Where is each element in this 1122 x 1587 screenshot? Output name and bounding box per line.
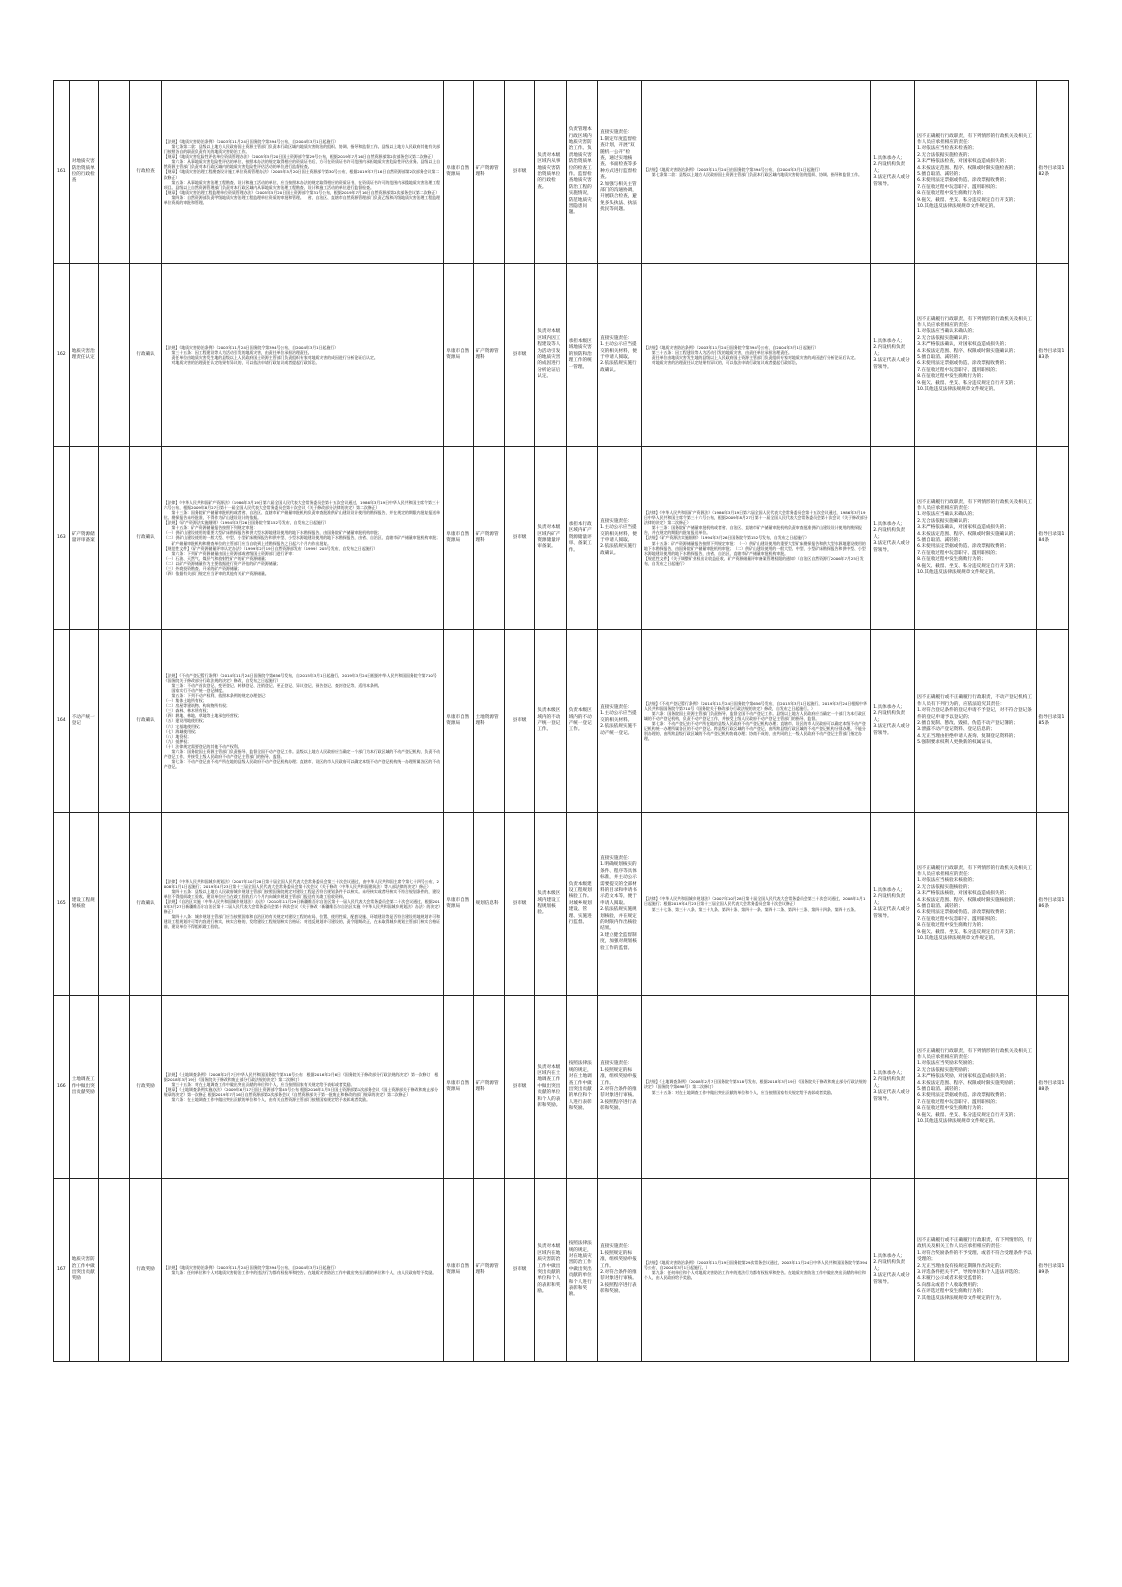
item-sub-name [98,447,129,630]
table-row [54,447,1069,630]
duty-content: 负责管理本行政区域内地质灾害防治工作。负责地质灾害防治资质单位的检查工作。监督检查地质灾害防治工程的实施情况，防范地质灾害隐患问题。 [566,81,597,264]
duty-basis: 【法律】《中华人民共和国矿产资源法》（1986年3月19日第六届全国人民代表大会常务委员会第十五次会议通过，1986年3月19日中华人民共和国主席令第三十六号公布，根据2009年8月27日第十一届全国人民代表大会常务委员会第十次会议《关于修改部分法律的决定》第二次修正） 第十三条：国务院矿产储量审批机构或者省、自治区、直辖市矿产储量审批机构负责审查批准供矿山建设设计使用的勘探报告，并在规定的期限内批复报送单位。 【法规】《矿产资源法实施细则》（1994年3月26日国务院令第152号发布，自发布之日起施行） 第十五条：矿产资源储量报告按照下列规定审批：（一）供矿山建设使用的重要大型矿床勘探报告和供大型水源地建设使用的地下水勘探报告，由国务院矿产储量审批机构审批；（二）供矿山建设使用的一般大型、中型、小型矿床勘探报告和供中型、小型水源地建设使用的地下水勘探报告，由省、自治区、直辖市矿产储量审批机构审批。 【规范性文件】《关于调整矿业权出让收益征收、矿产资源储量评审备案管理权限的通知》（自治区自然资源厅2006年7月25日发布，自发布之日起施行） [642,447,871,630]
duty-content: 按照法律法规的规定，对在地质灾害防治工作中做出突出贡献的单位和个人进行表彰和奖励。 [566,1179,597,1362]
table-row [54,996,1069,1179]
row-number: 166 [54,996,70,1179]
duty-basis: 【法律】《中华人民共和国城乡规划法》（2007年10月28日第十届全国人民代表大会常务委员会第三十次会议通过，2008年1月1日起施行；根据2019年4月23日第十三届全国人民代表大会常务委员会第十次会议修正） 第三十七条、第三十八条、第三十九条、第四十条、第四十一条、第四十二条、第四十三条、第四十四条、第四十五条。 [642,813,871,996]
admin-level: 县市级 [504,1179,534,1362]
table-row [54,264,1069,447]
accountability: 因不正确履行行政职责，有下列情形的行政机关及相关工作人员应承担相应的责任： 1.对依法应当检查未检查的； 2.无合法依据实施检查的； 3.未严格依法检查，对国家权益造成损失的； 4.未按法定范围、程序、权限或时限实施检查的； 5.擅自取消、减轻的； 6.未使用法定票据或伪造、涂改票据收费的； 7.在征收过程中玩忽职守、滥用职权的； 8.在征收过程中发生腐败行为的； 9.拖欠、截留、坐支、私分违反规定自行开支的； 10.其他违反法律法规规章文件规定的。 [915,81,1036,264]
duty-measures: 直接实施责任： 1.按照规定的标准，组织奖励申报工作。 2.对符合条件的推荐对象进行审核。 3.按照程序进行表彰和奖励。 [598,996,642,1179]
responsible-subject: 1.具体承办人； 2.内设机构负责人； 3.法定代表人或分管领导。 [871,1179,915,1362]
item-name: 矿产资源储量评审备案 [69,447,98,630]
item-type: 行政奖励 [130,1179,161,1362]
accountability: 因不正确履行行政职责，有下列情形的行政机关及相关工作人员应承担相应的责任： 1.对依法应当确认未确认的； 2.无合法依据实施确认的； 3.未严格依法确认，对国家权益造成损失的； 4.未按法定范围、程序、权限或时限实施确认的； 5.擅自取消、减轻的； 6.未使用法定票据或伪造、涂改票据收费的； 7.在征收过程中玩忽职守、滥用职权的； 8.在征收过程中发生腐败行为的； 9.拖欠、截留、坐支、私分违反规定自行开支的； 10.其他违反法律法规规章文件规定的。 [915,264,1036,447]
duty-measures: 直接实施责任： 1.制定年度监督检查计划，开展“双随机一公开”检查，通过实地核查、书面检查等多种方式进行监督检查。 2.加强与相关主管部门的沟通协调，开展联合检查，避免多头执法、执法扰民等问题。 [598,81,642,264]
item-sub-name [98,630,129,813]
table-row [54,630,1069,813]
item-name: 建设工程规划核验 [69,813,98,996]
accountability: 因不正确履行行政职责，有下列情形的行政机关及相关工作人员应承担相应的责任： 1.对依法应当核验未核验的； 2.无合法依据实施核验的； 3.未严格依法核验，对国家权益造成损失的； 4.未按法定范围、程序、权限或时限实施核验的； 5.擅自取消、减轻的； 6.未使用法定票据或伪造、涂改票据收费的； 7.在征收过程中玩忽职守、滥用职权的； 8.在征收过程中发生腐败行为的； 9.拖欠、截留、坐支、私分违反规定自行开支的； 10.其他违反法律法规规章文件规定的。 [915,813,1036,996]
item-name: 地质灾害治理责任认定 [69,264,98,447]
remark: 指导目录第189条 [1036,1179,1069,1362]
duty-list-table [53,80,1069,1362]
table-row [54,1179,1069,1362]
implementing-dept: 规划信息科 [473,813,504,996]
admin-level: 县市级 [504,630,534,813]
row-number: 162 [54,264,70,447]
responsible-subject: 1.具体承办人； 2.内设机构负责人； 3.法定代表人或分管领导。 [871,447,915,630]
admin-level: 县市级 [504,447,534,630]
table-body [54,81,1069,1362]
duty-scope: 负责对本级区域内在土地调查工作中做出突出贡献的单位和个人的表彰和奖励。 [535,996,566,1179]
accountability: 因不正确履行行政职责，有下列情形的行政机关及相关工作人员应承担相应的责任： 1.对依法应当奖励未奖励的； 2.无合法依据实施奖励的； 3.未严格依法奖励，对国家权益造成损失的； 4.未按法定范围、程序、权限或时限实施奖励的； 5.擅自取消、减轻的； 6.未使用法定票据或伪造、涂改票据收费的； 7.在征收过程中玩忽职守、滥用职权的； 8.在征收过程中发生腐败行为的； 9.拖欠、截留、坐支、私分违反规定自行开支的； 10.其他违反法律法规规章文件规定的。 [915,996,1036,1179]
item-type: 行政检查 [130,81,161,264]
duty-content: 按照法律法规的规定，对在土地调查工作中做出突出贡献的单位和个人进行表彰和奖励。 [566,996,597,1179]
legal-basis: 【法规】《不动产登记暂行条例》（2014年11月24日国务院令第656号发布，自2015年3月1日起施行，2019年3月24日根据中华人民共和国国务院令第710号《国务院关于修改部分行政法规的决定》修改，自发布之日起施行） 第三条：不动产首次登记、变更登记、转移登记、注销登记、更正登记、异议登记、预告登记、查封登记等，适用本条例。 国家实行不动产统一登记制度。 第五条：下列不动产权利，依照本条例的规定办理登记： （一）集体土地所有权； （二）房屋等建筑物、构筑物所有权； （三）森林、林木所有权； （四）耕地、林地、草地等土地承包经营权； （五）建设用地使用权； （六）宅基地使用权； （七）海域使用权； （八）地役权； （九）抵押权； （十）法律规定需要登记的其他不动产权利。 第六条：国务院国土资源主管部门负责指导、监督全国不动产登记工作。县级以上地方人民政府应当确定一个部门为本行政区域的不动产登记机构，负责不动产登记工作，并接受上级人民政府不动产登记主管部门的指导、监督。 第七条：不动产登记由不动产所在地的县级人民政府不动产登记机构办理；直辖市、设区的市人民政府可以确定本级不动产登记机构统一办理所属各区的不动产登记。 [161,630,444,813]
responsible-subject: 1.具体承办人； 2.内设机构负责人； 3.法定代表人或分管领导。 [871,264,915,447]
item-sub-name [98,1179,129,1362]
responsible-subject: 1.具体承办人； 2.内设机构负责人； 3.法定代表人或分管领导。 [871,996,915,1179]
item-sub-name [98,264,129,447]
duty-content: 承担本级区域地质灾害的预防和治理工作的统一管理。 [566,264,597,447]
duty-content: 承担本行政区域内矿产资源储量评审、备案工作。 [566,447,597,630]
duty-basis: 【法规】《地质灾害防治条例》（2003年11月19日国务院第29次常务会议通过，2003年11月24日中华人民共和国国务院令第394号公布，自2004年3月1日起施行。） 第九条：任何单位和个人对地质灾害防治工作中的违法行为都有权检举和控告。在地质灾害防治工作中做出突出贡献的单位和个人，由人民政府给予奖励。 [642,1179,871,1362]
implementing-dept: 矿产资源管理科 [473,996,504,1179]
legal-basis: 【法规】《土地调查条例》（2008年2月7日中华人民共和国国务院令第518号公布 根据2016年2月6日《国务院关于修改部分行政法规的决定》第一次修订 根据2018年3月19日《国务院关于修改和废止部分行政法规的决定》第二次修订） 第三十五条：对在土地调查工作中做出突出贡献的单位和个人，应当按照国家有关规定给予表彰或者奖励。 【规章】《土地调查条例实施办法》（2009年6月17日国土资源部令第45号公布 根据2016年1月5日国土资源部第1次部务会议《国土资源部关于修改和废止部分规章的决定》第一次修正 根据2019年7月16日自然资源部第2次部务会议《自然资源部关于第一批废止和修改的部门规章的决定》第二次修正） 第六条：在土地调查工作中做出突出贡献的单位和个人，由有关自然资源主管部门按照国家规定给予表彰或者奖励。 [161,996,444,1179]
implementing-dept: 矿产资源管理科 [473,264,504,447]
implementing-dept: 矿产资源管理科 [473,447,504,630]
legal-basis: 【法规】《地质灾害防治条例》（2003年11月24日国务院令第394号公布，自2004年3月1日起施行） 第九条：任何单位和个人对地质灾害防治工作中的违法行为都有权检举和控告。在地质灾害防治工作中做出突出贡献的单位和个人，由人民政府给予奖励。 [161,1179,444,1362]
duty-scope: 负责本级区域内的不动产统一登记工作。 [535,630,566,813]
item-type: 行政确认 [130,447,161,630]
admin-level: 县市级 [504,81,534,264]
duty-measures: 直接实施责任： 1.主动公示应当提交的相关材料。 2.依法依规实施不动产统一登记。 [598,630,642,813]
item-type: 行政奖励 [130,996,161,1179]
table-row [54,813,1069,996]
implementing-org: 阜康市自然资源局 [444,81,473,264]
duty-scope: 负责对本级区域内在地质灾害防治工作中做出突出贡献的单位和个人的表彰和奖励。 [535,1179,566,1362]
duty-basis: 【法规】《不动产登记暂行条例》（2014年11月24日国务院令第656号发布，自2015年3月1日起施行，2019年3月24日根据中华人民共和国国务院令第710号《国务院关于修改部分行政法规的决定》修改，自发布之日起施行。） 第六条：国务院国土资源主管部门负责指导、监督全国不动产登记工作。县级以上地方人民政府应当确定一个部门为本行政区域的不动产登记机构，负责不动产登记工作，并接受上级人民政府不动产登记主管部门的指导、监督。 第七条：不动产登记由不动产所在地的县级人民政府不动产登记机构办理；直辖市、设区的市人民政府可以确定本级不动产登记机构统一办理所属各区的不动产登记。跨县级行政区域的不动产登记，由所跨县级行政区域的不动产登记机构分别办理。不能分别办理的，由所跨县级行政区域的不动产登记机构协商办理；协商不成的，由共同的上一级人民政府不动产登记主管部门指定办理。 [642,630,871,813]
duty-measures: 直接实施责任： 1.按照规定的标准，组织奖励申报工作。 2.对符合条件的推荐对象进行审核。 3.按照程序进行表彰和奖励。 [598,1179,642,1362]
remark: 指导目录第186条 [1036,813,1069,996]
duty-scope: 负责对本级区域内矿产资源储量评审备案。 [535,447,566,630]
duty-scope: 负责本级区域内建设工程规划核验。 [535,813,566,996]
duty-content: 负责本级建设工程规划核验工作。对城乡规划建设、管理、实施进行监督。 [566,813,597,996]
implementing-dept: 矿产资源管理科 [473,81,504,264]
duty-measures: 直接实施责任： 1.明确规划核实的条件、程序等具体标准，并主动公示需要提交的全部材料的目录和申请书示范文本等，便于申请人阅取。 2.依法依规实施规划核验，并在规定的时限内作出核验结果。 3.建立健全监督制度，加强对规划核验工作的监督。 [598,813,642,996]
duty-basis: 【法规】《地质灾害防治条例》（2003年11月24日国务院令第394号公布，自2004年3月1日起施行） 第三十五条：因工程建设等人为活动引发的地质灾害，由责任单位承担治理责任。 责任单位由地质灾害发生地的县级以上人民政府国土资源主管部门负责组织专家对地质灾害的成因进行分析论证后认定。 对地质灾害的治理责任认定结果有异议的，可以依法申请行政复议或者提起行政诉讼。 [642,264,871,447]
admin-level: 县市级 [504,264,534,447]
item-type: 行政确认 [130,264,161,447]
implementing-dept: 土地资源管理科 [473,630,504,813]
item-sub-name [98,996,129,1179]
duty-scope: 负责对本级区域内从事地质灾害防治资质单位的行政检查。 [535,81,566,264]
duty-scope: 负责对本级区域内因工程建设等人为活动引发的地质灾害的成因进行分析论证后认定。 [535,264,566,447]
remark: 指导目录第182条 [1036,81,1069,264]
row-number: 167 [54,1179,70,1362]
item-type: 行政确认 [130,813,161,996]
legal-basis: 【法律】《中华人民共和国矿产资源法》（1986年3月19日第六届全国人民代表大会常务委员会第十五次会议通过，1986年3月19日中华人民共和国主席令第三十六号公布，根据2009年8月27日第十一届全国人民代表大会常务委员会第十次会议《关于修改部分法律的决定》第二次修正） 第十三条：国务院矿产储量审批机构或者省、自治区、直辖市矿产储量审批机构负责审查批准供矿山建设设计使用的勘探报告，并在规定的期限内批复报送单位。勘探报告未经批准，不得作为矿山建设设计的依据。 【法规】《矿产资源法实施细则》（1994年3月26日国务院令第152号发布，自发布之日起施行） 第十五条：矿产资源储量报告按照下列规定审批： （一）供矿山建设使用的重要大型矿床勘探报告和供大型水源地建设使用的地下水勘探报告，由国务院矿产储量审批机构审批； （二）供矿山建设使用的一般大型、中型、小型矿床勘探报告和供中型、小型水源地建设使用的地下水勘探报告，由省、自治区、直辖市矿产储量审批机构审批； 矿产储量审批机构和勘查单位的主管部门应当自收到上述勘探报告之日起六个月内作出批复。 【规范性文件】《矿产资源储量评审认定办法》（1999年2月19日自然资源部发布（1999）205号发布，自发布之日起施行） 第六条：下列矿产资源储量由国土资源部或省级国土资源部门进行评审： （一）石油、天然气、煤层气和放射性矿产的矿产资源储量； （二）以矿产资源储量作为主要依据进行资产评估的矿产资源储量； （三）外商投资勘查、开采的矿产资源储量； （四）依据有关部门规定应当评审的其他有关矿产资源储量。 [161,447,444,630]
row-number: 164 [54,630,70,813]
accountability: 因不正确履行行政职责，有下列情形的行政机关及相关工作人员应承担相应的责任： 1.对依法应当确认未确认的； 2.无合法依据实施确认的； 3.未严格依法确认，对国家权益造成损失的； 4.未按法定范围、程序、权限或时限实施确认的； 5.擅自取消、减轻的； 6.未使用法定票据或伪造、涂改票据收费的； 7.在征收过程中玩忽职守、滥用职权的； 8.在征收过程中发生腐败行为的； 9.拖欠、截留、坐支、私分违反规定自行开支的； 10.其他违反法律法规规章文件规定的。 [915,447,1036,630]
item-name: 对地质灾害防治资质单位的行政检查 [69,81,98,264]
admin-level: 县市级 [504,813,534,996]
item-name: 地质灾害防治工作中做出突出贡献奖励 [69,1179,98,1362]
implementing-dept: 矿产资源管理科 [473,1179,504,1362]
remark: 指导目录第185条 [1036,630,1069,813]
duty-content: 负责本级区域内的不动产统一登记工作。 [566,630,597,813]
admin-level: 县市级 [504,996,534,1179]
item-name: 不动产统一登记 [69,630,98,813]
responsible-subject: 1.具体承办人； 2.内设机构负责人； 3.法定代表人或分管领导。 [871,630,915,813]
implementing-org: 阜康市自然资源局 [444,1179,473,1362]
implementing-org: 阜康市自然资源局 [444,447,473,630]
implementing-org: 阜康市自然资源局 [444,813,473,996]
remark: 指导目录第184条 [1036,447,1069,630]
duty-measures: 直接实施责任： 1.主动公示应当提交的相关材料，便于申请人阅取。 2.依法依规实施行政确认。 [598,447,642,630]
row-number: 165 [54,813,70,996]
table-row [54,81,1069,264]
item-type: 行政确认 [130,630,161,813]
responsible-subject: 1.具体承办人； 2.内设机构负责人； 3.法定代表人或分管领导。 [871,81,915,264]
implementing-org: 阜康市自然资源局 [444,264,473,447]
legal-basis: 【法规】《地质灾害防治条例》（2003年11月24日国务院令第394号公布，自2004年3月1日起施行） 第三十五条：因工程建设等人为活动引发的地质灾害，由责任单位承担治理责任。 责任单位由地质灾害发生地的县级以上人民政府国土资源主管部门负责组织专家对地质灾害的成因进行分析论证后认定。 对地质灾害的治理责任认定结果有异议的，可以依法申请行政复议或者提起行政诉讼。 [161,264,444,447]
duty-measures: 直接实施责任： 1.主动公示应当提交的相关材料，便于申请人阅取。 2.依法依规实施行政确认。 [598,264,642,447]
duty-basis: 【法规】《地质灾害防治条例》（2003年11月24日由国务院令第394号公布，自2004年3月1日起施行） 第七条第二款：县级以上地方人民政府国土资源主管部门负责本行政区域内地质灾害防治的组织、协调、指导和监督工作。 [642,81,871,264]
row-number: 163 [54,447,70,630]
remark: 指导目录第183条 [1036,264,1069,447]
legal-basis: 【法律】《中华人民共和国城乡规划法》（2007年10月28日第十届全国人民代表大会常务委员会第三十次会议通过，由中华人民共和国主席令第七十四号公布，2008年1月1日起施行；2019年4月23日第十三届全国人民代表大会常务委员会第十次会议《关于修改〈中华人民共和国建筑法〉等八部法律的决定》修正） 第四十五条：县级以上地方人民政府城乡规划主管部门按照国务院规定对建设工程是否符合规划条件予以核实。未经核实或者经核实不符合规划条件的，建设单位不得组织竣工验收。建设单位应当在竣工验收后六个月内向城乡规划主管部门报送有关竣工验收资料。 【法规】《自治区实施〈中华人民共和国城乡规划法〉办法》（2010年11月29日新疆维吾尔自治区第十一届人民代表大会常务委员会第二十次会议通过，根据2015年3月27日新疆维吾尔自治区第十二届人民代表大会常务委员会第十四次会议《关于修改〈新疆维吾尔自治区实施《中华人民共和国城乡规划法》办法〉的决定》修正） 第四十八条：城乡规划主管部门应当按照国家和自治区的有关规定对建设工程的布局、位置、使用性质、配套设施、环境建设等是否符合建设用地规划许可和建设工程规划许可等内容进行核实，核实合格的，发给建设工程规划核实合格证；对违反规划许可建设的，责令限期改正，在未取得城乡规划主管部门核实合格证前，建设单位不得组织竣工验收。 [161,813,444,996]
duty-basis: 【法规】《土地调查条例》（2008年2月7日国务院令第518号发布，根据2018年3月19日《国务院关于修改和废止部分行政法规的决定》（国务院令第698号）第二次修订） 第三十五条：对在土地调查工作中做出突出贡献的单位和个人，应当按照国家有关规定给予表彰或者奖励。 [642,996,871,1179]
row-number: 161 [54,81,70,264]
accountability: 因不正确履行或不正确履行行政职责，不动产登记机构工作人员有下列行为的，应依法追究其责任： 1.对符合登记条件的登记申请不予登记，对不符合登记条件的登记申请予以登记的； 2.擅自复制、篡改、毁损、伪造不动产登记簿的； 3.泄露不动产登记资料、登记信息的； 4.无正当理由拒绝申请人查询、复制登记资料的； 5.强制要求权利人更换新的权属证书。 [915,630,1036,813]
responsible-subject: 1.具体承办人； 2.内设机构负责人； 3.法定代表人或分管领导。 [871,813,915,996]
item-name: 土地调查工作中做出突出贡献奖励 [69,996,98,1179]
legal-basis: 【法规】《地质灾害防治条例》（2003年11月24日国务院令第394号公布，自2004年3月1日起施行） 第七条第二款：县级以上地方人民政府国土资源主管部门负责本行政区域内地质灾害防治的组织、协调、指导和监督工作。县级以上地方人民政府其他有关部门按照各自的职责负责有关的地质灾害防治工作。 【规章】《地质灾害危险性评估单位资质管理办法》（2005年5月20日国土资源部令第29号公布，根据2019年7月16日自然资源部第2次部务会议第二次修正） 第六条：从事地质灾害危险性评估的单位，按照本办法的规定取得相应的资质证书后，方可在资质证书许可范围内承担地质灾害危险性评估业务。县级以上自然资源主管部门负责对本行政区域内的地质灾害危险性评估活动的单位进行监督检查。 【规章】《地质灾害治理工程勘查设计施工单位资质管理办法》（2005年5月20日国土资源部令第30号公布，根据2019年7月16日自然资源部第2次部务会议第二次修正） 第五条：从事地质灾害治理工程勘查、设计和施工活动的单位，应当按照本办法的规定取得相应的资质证书，在资质证书许可的范围内承揽地质灾害治理工程项目。县级以上自然资源管理部门负责对本行政区域内从事地质灾害治理工程勘查、设计和施工活动的单位进行监督检查。 【规章】《地质灾害治理工程监理单位资质管理办法》（2005年5月20日国土资源部令第31号公布，根据2019年7月16日自然资源部第2次部务会议第二次修正） 第四条：自然资源部负责甲级地质灾害治理工程监理单位资质的审批和管理。 省、自治区、直辖市自然资源管理部门负责乙级和丙级地质灾害治理工程监理单位资质的审批和管理。 [161,81,444,264]
remark: 指导目录第188条 [1036,996,1069,1179]
item-sub-name [98,813,129,996]
implementing-org: 阜康市自然资源局 [444,996,473,1179]
accountability: 因不正确履行或不正确履行行政职责，有下列情形的，行政机关及相关工作人员应承担相应的责任： 1.对符合奖励条件的不予受理、或者不符合受理条件予以受理的； 2.无正当理由没有按规定期限作出决定的； 3.评选条件把关不严，导致单位和个人违法评选的； 4.未履行公示或者未接受监督的； 5.向群众或者个人收取费用的； 6.在评选过程中发生腐败行为的； 7.其他违反法律法规规章文件规定的行为。 [915,1179,1036,1362]
implementing-org: 阜康市自然资源局 [444,630,473,813]
item-sub-name [98,81,129,264]
